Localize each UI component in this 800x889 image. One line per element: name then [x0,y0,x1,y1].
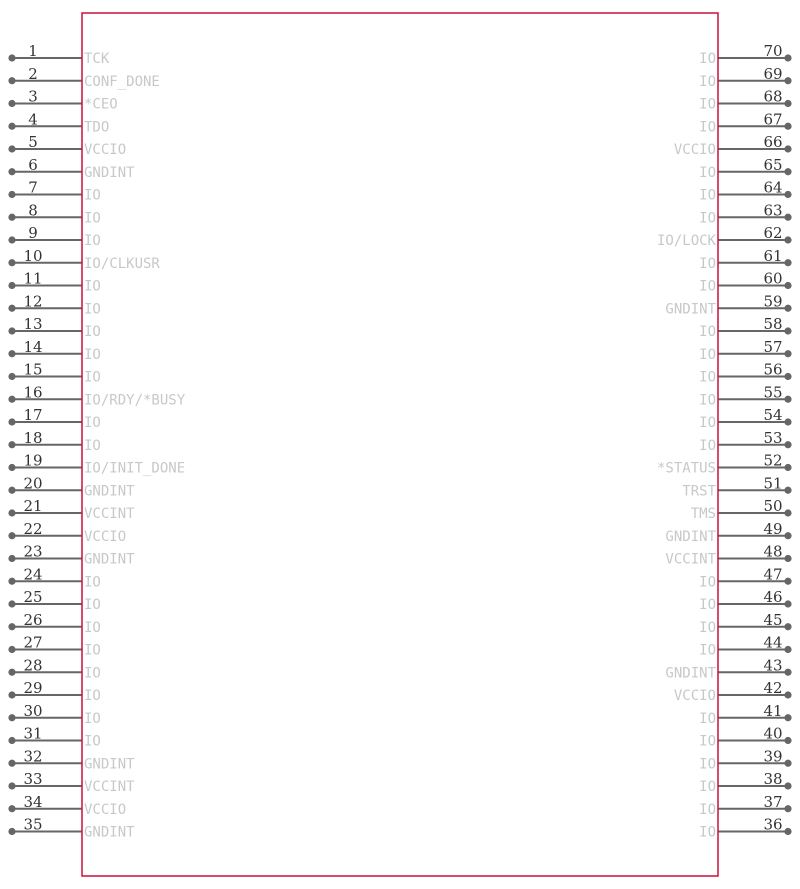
pin-name: IO [699,51,716,67]
pin-name: IO [699,187,716,204]
pin-name: IO [84,710,101,727]
pin-49 [665,520,791,545]
pin-name: IO [699,346,716,363]
pin-51 [682,474,791,499]
pin-name: IO/LOCK [656,233,716,249]
pin-endpoint [8,669,15,676]
pin-name: IO/CLKUSR [84,255,160,272]
pin-number: 10 [23,246,43,265]
pin-endpoint [784,646,791,653]
pin-name: GNDINT [84,483,135,500]
pin-name: IO [699,824,716,841]
pin-number: 41 [763,701,783,720]
pin-name: IO [699,574,716,591]
pin-31 [8,725,100,750]
pin-25 [8,588,100,613]
pin-name: GNDINT [665,528,716,545]
pin-number: 42 [763,679,783,697]
pin-number: 15 [23,360,43,379]
pin-16 [8,383,185,408]
pin-endpoint [784,828,791,835]
pin-name: GNDINT [84,164,135,181]
pin-number: 24 [23,565,43,584]
pin-name: IO [84,642,101,659]
pin-63 [699,201,791,226]
pin-40 [699,725,791,750]
pin-endpoint [784,214,791,221]
pin-number: 37 [763,792,783,811]
pin-number: 68 [763,87,783,106]
pin-34 [8,793,126,818]
pin-endpoint [784,77,791,84]
pin-endpoint [784,509,791,516]
pin-endpoint [8,259,15,266]
pin-endpoint [784,487,791,494]
pin-name: GNDINT [84,824,135,841]
pin-name: IO [699,392,716,409]
pin-46 [699,588,791,613]
pin-endpoint [8,805,15,812]
pin-65 [699,156,791,181]
pin-41 [699,702,791,727]
pin-name: GNDINT [84,756,135,773]
pin-56 [699,361,791,386]
pin-name: VCCIO [84,142,127,158]
pin-endpoint [784,350,791,357]
pin-name: IO [699,642,716,659]
pin-endpoint [784,145,791,152]
pin-33 [8,770,135,795]
pin-number: 56 [763,360,783,379]
pin-endpoint [8,305,15,312]
pin-endpoint [8,373,15,380]
pin-24 [8,565,100,590]
pin-64 [699,179,791,204]
pin-number: 53 [763,428,783,447]
pin-name: IO [699,369,716,386]
pin-42 [674,679,792,704]
pin-endpoint [784,168,791,175]
pin-7 [8,179,100,204]
pin-number: 16 [23,383,43,402]
pin-number: 67 [763,110,783,129]
pin-name: IO [84,665,101,682]
pin-number: 35 [23,815,43,834]
pin-18 [8,429,100,454]
pin-endpoint [8,282,15,289]
pin-name: IO [699,756,716,773]
pin-number: 9 [28,224,38,242]
pin-number: 54 [763,406,783,424]
pin-number: 4 [28,110,38,129]
pin-number: 39 [763,747,783,766]
pin-12 [8,292,100,317]
pin-27 [8,634,100,659]
pin-name: IO [84,369,101,386]
pin-number: 23 [23,542,43,561]
pin-endpoint [784,123,791,130]
pin-name: VCCIO [84,528,127,545]
pin-endpoint [784,441,791,448]
pin-number: 17 [23,406,43,424]
pin-66 [674,133,792,158]
pin-endpoint [8,350,15,357]
pin-48 [665,543,791,568]
pin-61 [699,247,791,272]
pin-67 [699,110,791,135]
pin-endpoint [784,714,791,721]
pin-number: 29 [23,679,43,697]
pin-endpoint [8,396,15,403]
pin-number: 20 [23,474,43,493]
pin-10 [8,247,160,272]
pin-number: 5 [28,133,38,151]
pin-name: IO [699,278,716,295]
pin-22 [8,520,126,545]
pin-name: IO [699,415,716,431]
pin-endpoint [784,782,791,789]
pin-name: VCCINT [665,551,716,568]
pin-39 [699,747,791,772]
pin-36 [699,816,791,841]
pin-name: *CEO [84,96,118,113]
pin-name: IO [84,619,101,636]
pin-number: 32 [23,747,43,766]
pin-name: IO [84,187,101,204]
pin-number: 55 [763,383,783,402]
pin-14 [8,338,100,363]
pin-number: 27 [23,633,43,652]
pin-52 [657,452,792,477]
pin-endpoint [784,464,791,471]
pin-30 [8,702,100,727]
pin-29 [8,679,100,704]
pin-26 [8,611,100,636]
pin-number: 14 [23,337,43,356]
pin-number: 11 [23,269,43,288]
pin-endpoint [784,236,791,243]
pin-name: VCCINT [84,779,135,795]
pin-number: 46 [763,588,783,606]
pin-number: 1 [28,42,38,60]
pin-name: GNDINT [665,301,716,318]
pin-number: 26 [23,610,43,629]
pin-name: IO [699,324,716,340]
pin-name: VCCINT [84,506,135,522]
pin-endpoint [784,805,791,812]
pin-6 [8,156,135,181]
pin-number: 44 [763,633,783,652]
pin-endpoint [8,760,15,767]
pin-name: IO [699,801,716,818]
pin-name: IO [699,164,716,181]
pin-3 [8,88,117,113]
pin-28 [8,656,100,681]
pin-43 [665,656,791,681]
pin-57 [699,338,791,363]
pin-endpoint [784,623,791,630]
pin-name: GNDINT [665,665,716,682]
pin-35 [8,816,135,841]
pin-number: 33 [23,770,43,788]
pin-endpoint [8,327,15,334]
pin-endpoint [8,646,15,653]
pin-number: 59 [763,292,783,311]
pin-37 [699,793,791,818]
pin-endpoint [8,77,15,84]
pin-55 [699,383,791,408]
pin-2 [8,65,159,90]
pin-name: IO [84,210,101,227]
pin-53 [699,429,791,454]
pin-number: 8 [28,201,38,220]
pin-endpoint [784,396,791,403]
pin-name: IO [699,733,716,750]
pin-endpoint [8,54,15,61]
pin-endpoint [784,305,791,312]
pin-name: IO [84,301,101,318]
pin-name: IO [84,415,101,431]
pin-number: 18 [23,428,43,447]
pin-endpoint [8,145,15,152]
pin-19 [8,452,185,477]
pin-endpoint [8,464,15,471]
pin-name: IO [699,210,716,227]
pin-number: 45 [763,610,783,629]
pin-5 [8,133,126,158]
pin-9 [8,224,100,249]
pin-endpoint [784,373,791,380]
pin-number: 60 [763,269,783,288]
pins-layer [8,42,791,841]
pin-endpoint [8,578,15,585]
pin-endpoint [784,418,791,425]
pin-name: IO [84,688,101,704]
pin-number: 43 [763,656,783,675]
pin-name: IO/INIT_DONE [84,460,186,477]
pin-1 [8,42,109,67]
pin-number: 51 [763,474,783,493]
pin-endpoint [8,782,15,789]
pin-number: 13 [23,315,43,333]
pin-name: TRST [682,483,716,500]
pin-23 [8,543,135,568]
pin-number: 12 [23,292,43,311]
pin-number: 66 [763,133,783,151]
pin-number: 30 [23,701,43,720]
pin-number: 28 [23,656,43,675]
pin-name: IO [699,437,716,454]
pin-number: 3 [28,87,38,106]
pin-number: 40 [763,724,783,743]
pin-endpoint [8,623,15,630]
pin-name: VCCIO [673,142,716,158]
pin-32 [8,747,135,772]
pin-number: 19 [23,451,43,470]
pin-11 [8,270,100,295]
pin-name: IO [84,437,101,454]
pin-name: *STATUS [656,460,716,477]
pin-endpoint [784,100,791,107]
pin-name: IO [84,733,101,750]
pin-name: IO [699,119,716,136]
pin-name: IO [699,597,716,613]
pin-name: VCCIO [84,801,127,818]
pin-endpoint [784,532,791,539]
pin-number: 36 [763,815,783,834]
pin-name: IO [84,597,101,613]
pin-name: CONF_DONE [84,73,160,90]
pin-number: 22 [23,519,43,538]
pin-number: 21 [23,497,43,515]
pin-20 [8,474,135,499]
pin-endpoint [8,737,15,744]
pin-name: TDO [84,119,110,136]
pin-15 [8,361,100,386]
pin-number: 49 [763,519,783,538]
pin-endpoint [784,578,791,585]
pin-13 [8,315,100,340]
pin-endpoint [8,714,15,721]
pin-68 [699,88,791,113]
pin-38 [699,770,791,795]
pin-endpoint [784,555,791,562]
pin-70 [699,42,791,67]
pin-endpoint [784,259,791,266]
pin-name: IO [84,278,101,295]
pin-endpoint [8,168,15,175]
pin-number: 6 [28,155,38,174]
pin-name: TMS [690,506,716,522]
pin-endpoint [8,487,15,494]
pin-endpoint [8,555,15,562]
pin-44 [699,634,791,659]
pin-58 [699,315,791,340]
pin-endpoint [8,691,15,698]
pin-endpoint [8,100,15,107]
pin-endpoint [784,327,791,334]
pin-endpoint [784,282,791,289]
pin-number: 70 [763,42,783,60]
pin-59 [665,292,791,317]
ic-body-outline [82,13,718,876]
pin-name: VCCIO [673,688,716,704]
pin-endpoint [8,600,15,607]
pin-8 [8,201,100,226]
pin-number: 48 [763,542,783,561]
pin-number: 7 [28,178,38,197]
pin-47 [699,565,791,590]
pin-name: IO [84,346,101,363]
pin-number: 31 [23,724,43,743]
pin-name: IO [699,73,716,90]
pin-endpoint [784,691,791,698]
pin-21 [8,497,135,522]
pin-endpoint [784,760,791,767]
pin-endpoint [784,737,791,744]
pin-endpoint [784,191,791,198]
pin-endpoint [784,600,791,607]
pin-62 [657,224,792,249]
pin-endpoint [784,54,791,61]
pin-name: IO [699,96,716,113]
pin-endpoint [8,509,15,516]
pin-54 [699,406,791,431]
pin-number: 34 [23,792,43,811]
pin-number: 52 [763,451,783,470]
pin-number: 50 [763,497,783,515]
pin-number: 61 [763,246,783,265]
pin-number: 62 [763,224,783,242]
pin-endpoint [784,669,791,676]
pin-60 [699,270,791,295]
pin-name: IO [84,574,101,591]
pin-name: IO [699,619,716,636]
pin-number: 57 [763,337,783,356]
pin-name: TCK [84,51,110,67]
pin-name: IO [699,779,716,795]
pin-endpoint [8,236,15,243]
pin-4 [8,110,109,135]
pin-endpoint [8,532,15,539]
pin-number: 25 [23,588,43,606]
pin-number: 38 [763,770,783,788]
pin-45 [699,611,791,636]
pin-endpoint [8,214,15,221]
pin-name: IO [84,233,101,249]
pin-number: 58 [763,315,783,333]
pin-name: IO/RDY/*BUSY [84,392,186,409]
pin-name: IO [699,710,716,727]
pin-name: IO [699,255,716,272]
pin-endpoint [8,191,15,198]
pin-number: 2 [28,64,38,83]
pin-name: IO [84,324,101,340]
pin-endpoint [8,123,15,130]
pin-17 [8,406,100,431]
pin-endpoint [8,441,15,448]
pin-endpoint [8,418,15,425]
pin-number: 47 [763,565,783,584]
pin-69 [699,65,791,90]
pin-name: GNDINT [84,551,135,568]
pin-number: 69 [763,64,783,83]
pin-number: 63 [763,201,783,220]
pin-number: 64 [763,178,783,197]
pin-number: 65 [763,155,783,174]
pin-endpoint [8,828,15,835]
pin-50 [691,497,792,522]
